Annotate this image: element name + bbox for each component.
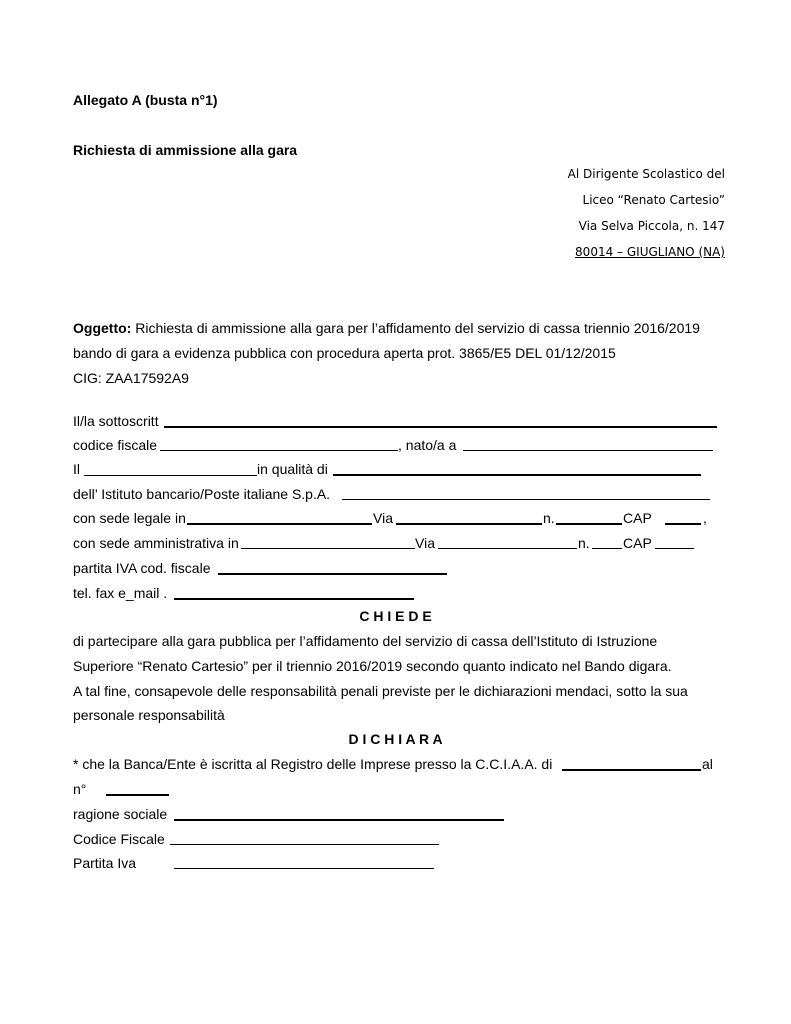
label-n: n. [578,535,590,551]
chiede-text: personale responsabilità [73,707,225,723]
document-title: Richiesta di ammissione alla gara [73,142,298,158]
label-qualita: in qualità di [257,461,328,477]
field-ragione-sociale[interactable] [174,819,504,821]
field-n-legale[interactable] [556,523,622,525]
recipient-line: Al Dirigente Scolastico del [567,167,725,181]
field-via-legale[interactable] [396,523,542,525]
label-sede-legale: con sede legale in [73,510,186,526]
label-sede-amministrativa: con sede amministrativa in [73,535,239,551]
label-codice-fiscale: codice fiscale [73,437,158,453]
field-tel[interactable] [174,598,414,600]
field-cap-legale[interactable] [665,523,701,525]
field-codice-fiscale-ente[interactable] [170,844,439,845]
label-n: n. [543,510,555,526]
label-cap: CAP [623,510,652,526]
label-il: Il [73,461,80,477]
chiede-text: di partecipare alla gara pubblica per l’affidamento del servizio di cassa dell’Istituto di Istruzione [73,633,658,649]
recipient-line: Via Selva Piccola, n. 147 [578,219,725,233]
field-cap-amm[interactable] [655,548,694,549]
recipient-line: Liceo “Renato Cartesio” [582,193,725,207]
subject-cig: CIG: ZAA17592A9 [73,370,189,386]
chiede-text: Superiore “Renato Cartesio” per il triennio 2016/2019 secondo quanto indicato nel Bando digara. [73,658,672,674]
label-registro: * che la Banca/Ente è iscritta al Registro delle Imprese presso la C.C.I.A.A. di [73,756,553,772]
label-nato: , nato/a a [398,437,457,453]
subject-line: bando di gara a evidenza pubblica con procedura aperta prot. 3865/E5 DEL 01/12/2015 [73,345,616,361]
label-tel: tel. fax e_mail . [73,585,168,601]
label-numero: n° [73,781,87,797]
label-codice-fiscale-ente: Codice Fiscale [73,831,165,847]
annex-title: Allegato A (busta n°1) [73,92,218,108]
field-codice-fiscale[interactable] [160,450,398,451]
label-cap: CAP [623,535,652,551]
comma: , [703,510,707,526]
label-partita-iva: partita IVA cod. fiscale [73,560,211,576]
field-partita-iva[interactable] [218,573,447,575]
label-via: Via [415,535,435,551]
field-nato[interactable] [463,450,713,451]
field-numero[interactable] [106,794,169,796]
label-partita-iva-ente: Partita Iva [73,855,137,871]
label-ragione-sociale: ragione sociale [73,806,168,822]
field-data-nascita[interactable] [84,475,257,476]
label-sottoscritto: Il/la sottoscritt [73,413,159,429]
field-via-amm[interactable] [438,548,577,549]
subject-text: Richiesta di ammissione alla gara per l’affidamento del servizio di cassa triennio 2016/2019 [135,320,700,336]
field-n-amm[interactable] [592,548,622,549]
field-cciaa[interactable] [562,769,701,771]
chiede-heading: C H I E D E [359,608,432,624]
field-sottoscritto[interactable] [164,426,717,428]
dichiara-heading: D I C H I A R A [348,731,443,747]
label-al: al [702,756,713,772]
label-istituto: dell’ Istituto bancario/Poste italiane S.p.A. [73,486,331,502]
field-sede-legale[interactable] [187,523,372,525]
field-istituto[interactable] [342,499,710,500]
label-via: Via [373,510,393,526]
subject-label: Oggetto: [73,320,132,336]
field-qualita[interactable] [333,474,701,476]
field-partita-iva-ente[interactable] [174,868,434,869]
recipient-address: 80014 – GIUGLIANO (NA) [575,245,725,259]
field-sede-amministrativa[interactable] [241,548,415,549]
chiede-text: A tal fine, consapevole delle responsabilità penali previste per le dichiarazioni mendaci, sotto la sua [73,683,688,699]
subject-line [73,320,700,337]
